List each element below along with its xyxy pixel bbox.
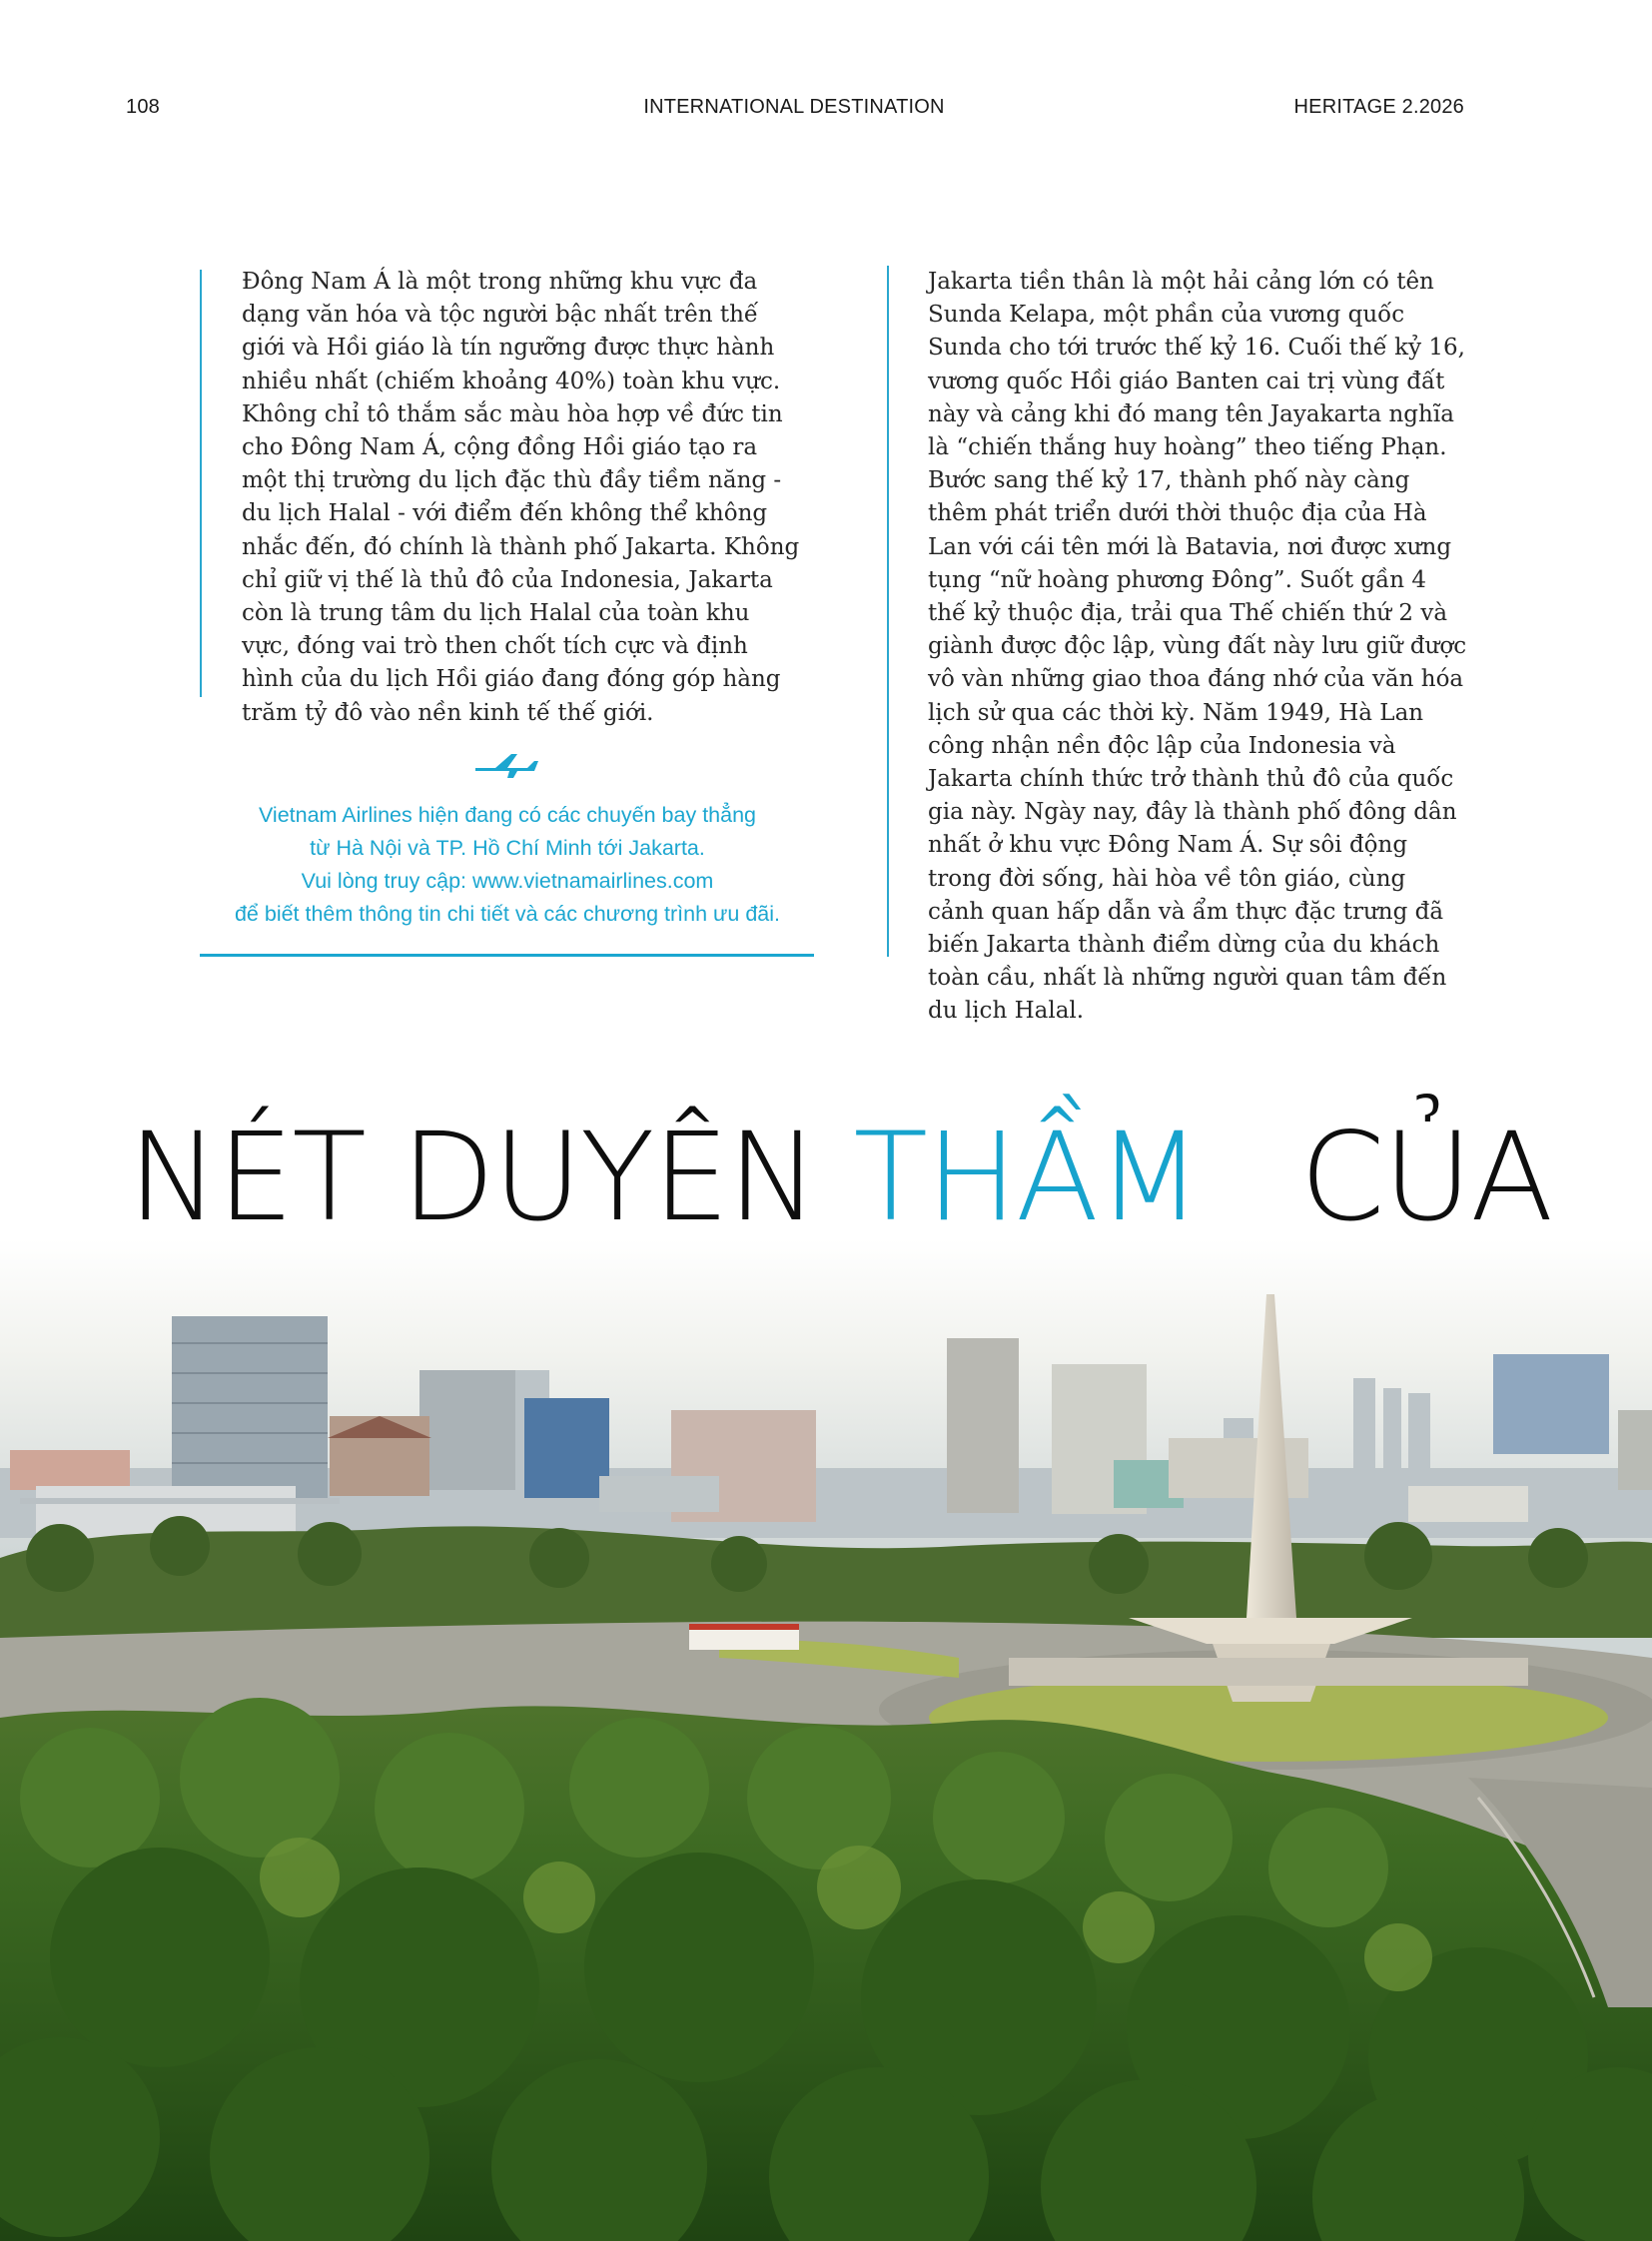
intro-paragraph: Đông Nam Á là một trong những khu vực đa dạng văn hóa và tộc người bậc nhất trên thế giới và Hồi giáo là tín ngưỡng được thực hành nhiều nhất (chiếm khoảng 40%) toàn khu vực. Không chỉ tô thắm sắc màu hòa hợp về đức tin cho Đông Nam Á, cộng đồng Hồi giáo tạo ra một thị trường du lịch đặc thù đầy tiềm năng - du lịch Halal - với điểm đến không thể không nhắc đến, đó chính là thành phố Jakarta. Không chỉ giữ vị thế là thủ đô của Indonesia, Jakarta còn là trung tâm du lịch Halal của toàn khu vực, đóng vai trò then chốt tích cực và định hình của du lịch Hồi giáo đang đóng góp hàng trăm tỷ đô vào nền kinh tế thế giới. — [242, 269, 800, 726]
section-title: INTERNATIONAL DESTINATION — [643, 96, 945, 118]
issue-label: HERITAGE 2.2026 — [1293, 96, 1464, 118]
headline — [128, 1107, 1552, 1248]
page-number: 108 — [126, 96, 160, 118]
headline-part-3: CỦA — [1299, 1107, 1552, 1248]
jakarta-skyline-photo — [0, 1238, 1652, 2241]
left-column-rule — [200, 270, 202, 697]
promo-line: Vui lòng truy cập: www.vietnamairlines.com — [301, 869, 714, 893]
flight-promo — [200, 799, 815, 931]
airplane-icon — [473, 751, 539, 781]
promo-line: từ Hà Nội và TP. Hồ Chí Minh tới Jakarta. — [310, 836, 705, 860]
promo-line: Vietnam Airlines hiện đang có các chuyến bay thẳng — [258, 803, 757, 827]
history-paragraph: Jakarta tiền thân là một hải cảng lớn có tên Sunda Kelapa, một phần của vương quốc Sunda cho tới trước thế kỷ 16. Cuối thế kỷ 16, vương quốc Hồi giáo Banten cai trị vùng đất này và cảng khi đó mang tên Jayakarta nghĩa là “chiến thắng huy hoàng” theo tiếng Phạn. Bước sang thế kỷ 17, thành phố này càng thêm phát triển dưới thời thuộc địa của Hà Lan với cái tên mới là Batavia, nơi được xưng tụng “nữ hoàng phương Đông”. Suốt gần 4 thế kỷ thuộc địa, trải qua Thế chiến thứ 2 và giành được độc lập, vùng đất này lưu giữ được vô vàn những giao thoa đáng nhớ của văn hóa lịch sử qua các thời kỳ. Năm 1949, Hà Lan công nhận nền độc lập của Indonesia và Jakarta chính thức trở thành thủ đô của quốc gia này. Ngày nay, đây là thành phố đông dân nhất ở khu vực Đông Nam Á. Sự sôi động trong đời sống, hài hòa về tôn giáo, cùng cảnh quan hấp dẫn và ẩm thực đặc trưng đã biến Jakarta thành điểm dừng của du khách toàn cầu, nhất là những người quan tâm đến du lịch Halal. — [928, 269, 1467, 1025]
promo-line: để biết thêm thông tin chi tiết và các chương trình ưu đãi. — [234, 902, 781, 926]
right-column-rule — [887, 266, 889, 957]
promo-divider — [200, 954, 814, 957]
headline-accent: THẦM — [853, 1107, 1201, 1248]
headline-part-1: NÉT DUYÊN — [128, 1107, 817, 1248]
